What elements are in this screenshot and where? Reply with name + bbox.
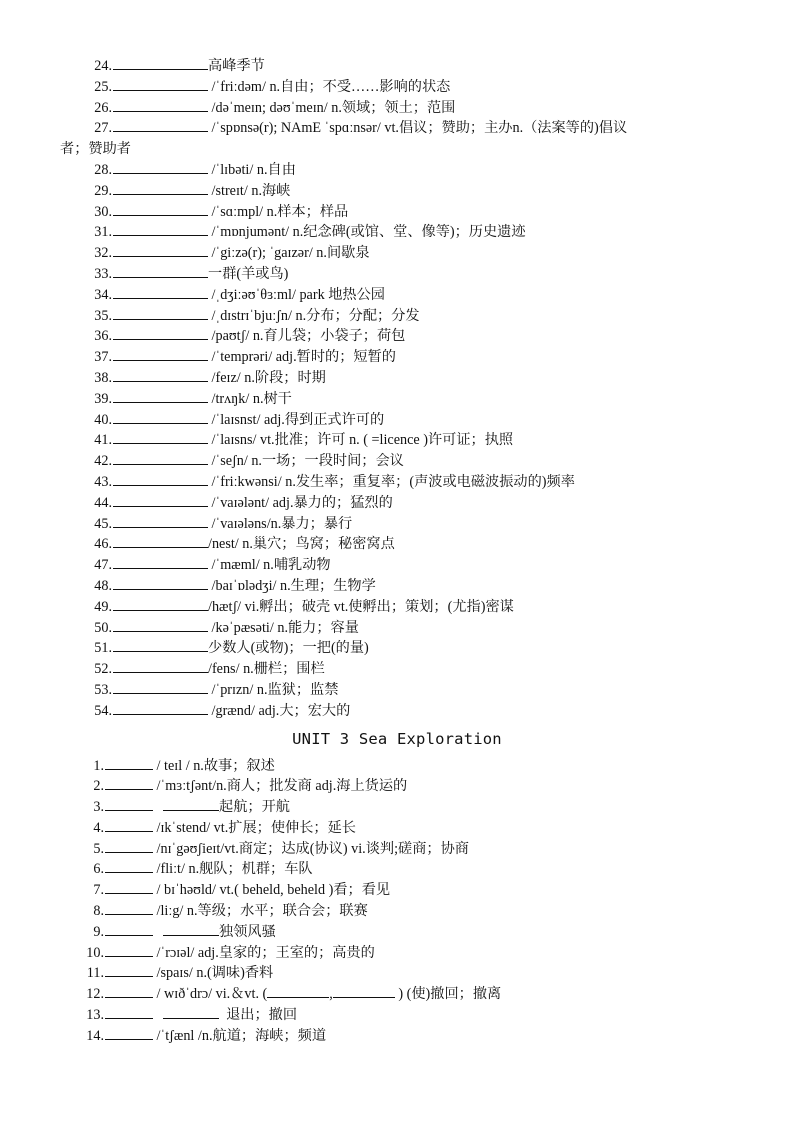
answer-blank[interactable] [113,597,208,611]
vocab-item [0,922,794,943]
item-number: 1. [93,757,104,774]
item-text: /ˈfriːdəm/ n.自由；不受……影响的状态 [208,78,451,95]
vocab-item [0,555,794,576]
item-text: /fliːt/ n.舰队；机群；车队 [153,861,313,878]
item-number: 7. [93,882,104,899]
vocab-item [0,451,794,472]
item-number: 50. [94,619,112,636]
vocab-item [0,160,794,181]
item-number: 43. [94,473,112,490]
item-number: 45. [94,515,112,532]
vocab-item [0,347,794,368]
vocab-item [0,56,794,77]
answer-blank[interactable] [113,160,208,174]
item-text: /nest/ n.巢穴；鸟窝；秘密窝点 [208,536,395,553]
vocab-item [0,576,794,597]
vocab-item [0,839,794,860]
vocab-item [0,118,794,139]
item-text: /ˈsɑːmpl/ n.样本；样品 [208,203,349,220]
item-number: 38. [94,369,112,386]
item-number: 40. [94,411,112,428]
answer-blank[interactable] [105,776,153,790]
vocab-item [0,368,794,389]
vocab-item [0,1026,794,1047]
item-text: /ˈlɪbəti/ n.自由 [208,161,296,178]
item-number: 39. [94,390,112,407]
item-text-continuation: 者；赞助者 [60,141,131,158]
item-number: 51. [94,640,112,657]
item-number: 12. [86,986,104,1003]
item-number: 14. [86,1027,104,1044]
answer-blank[interactable] [113,264,208,278]
vocab-item [0,202,794,223]
item-number: 46. [94,536,112,553]
answer-blank[interactable] [113,389,208,403]
answer-blank[interactable] [113,181,208,195]
answer-blank[interactable] [105,1026,153,1040]
item-text: /paʊtʃ/ n.育儿袋；小袋子；荷包 [208,328,406,345]
item-text: /ˈlaɪsnst/ adj.得到正式许可的 [208,411,385,428]
vocab-item [0,701,794,722]
item-text: /trʌŋk/ n.树干 [208,390,292,407]
answer-blank[interactable] [105,943,153,957]
vocab-item [0,430,794,451]
vocab-item [0,901,794,922]
item-number: 26. [94,99,112,116]
item-number: 31. [94,224,112,241]
vocab-item [0,1005,794,1026]
vocab-item [0,659,794,680]
item-number: 41. [94,432,112,449]
item-text: /liːg/ n.等级；水平；联合会；联赛 [153,903,368,920]
item-text-tail: ) (使)撤回；撤离 [394,986,502,1003]
answer-blank[interactable] [113,368,208,382]
answer-blank[interactable] [105,756,153,770]
item-number: 9. [93,923,104,940]
item-number: 53. [94,681,112,698]
vocab-item [0,756,794,777]
vocab-section-unit3 [0,756,794,1047]
answer-blank[interactable] [105,880,153,894]
answer-blank[interactable] [113,347,208,361]
item-number: 54. [94,702,112,719]
answer-blank[interactable] [113,534,208,548]
item-number: 48. [94,577,112,594]
vocab-item [0,326,794,347]
vocab-item [0,410,794,431]
answer-blank[interactable] [105,797,153,811]
item-number: 28. [94,161,112,178]
item-number: 3. [93,799,104,816]
item-number: 32. [94,245,112,262]
item-text: / wɪðˈdrɔ/ vi.＆vt. ( [153,986,268,1003]
item-number: 47. [94,557,112,574]
answer-blank[interactable] [113,118,208,132]
item-text: /nɪˈgəʊʃieɪt/vt.商定；达成(协议) vi.谈判;磋商；协商 [153,840,469,857]
item-text: /baɪˈɒlədʒi/ n.生理；生物学 [208,577,376,594]
item-text: /ˈseʃn/ n.一场；一段时间；会议 [208,453,404,470]
item-number: 6. [93,861,104,878]
item-number: 36. [94,328,112,345]
answer-blank[interactable] [113,410,208,424]
item-text: 少数人(或物)；一把(的量) [208,640,369,657]
item-number: 33. [94,265,112,282]
item-text: /spaɪs/ n.(调味)香料 [153,965,274,982]
answer-blank[interactable] [113,638,208,652]
vocab-item [0,306,794,327]
vocab-section-unit2 [0,56,794,722]
vocab-item [0,859,794,880]
item-text: /dəˈmeɪn; dəʊˈmeɪn/ n.领域；领土；范围 [208,99,456,116]
answer-blank[interactable] [113,451,208,465]
item-text: /ˌdɪstrɪˈbjuːʃn/ n.分布；分配；分发 [208,307,420,324]
item-number: 52. [94,661,112,678]
item-number: 5. [93,840,104,857]
item-text: /ˈvaɪələnt/ adj.暴力的；猛烈的 [208,494,393,511]
answer-blank[interactable] [113,701,208,715]
item-text: /feɪz/ n.阶段；时期 [208,369,326,386]
item-text: /ˈmæml/ n.哺乳动物 [208,557,331,574]
item-number: 24. [94,58,112,74]
answer-blank-second[interactable] [163,1005,219,1019]
answer-blank[interactable] [113,576,208,590]
answer-blank-second[interactable] [163,922,219,936]
vocab-item [0,181,794,202]
item-text: /fens/ n.栅栏；围栏 [208,661,325,678]
answer-blank[interactable] [113,243,208,257]
answer-blank[interactable] [105,901,153,915]
vocab-item [0,472,794,493]
item-text: /ˈmɜːtʃənt/n.商人；批发商 adj.海上货运的 [153,778,408,795]
item-number: 2. [93,778,104,795]
answer-blank[interactable] [105,984,153,998]
item-number: 35. [94,307,112,324]
vocab-item [0,597,794,618]
answer-blank-second[interactable] [163,797,219,811]
vocab-item [0,264,794,285]
vocab-item [0,963,794,984]
item-number: 42. [94,453,112,470]
item-text: /ɪkˈstend/ vt.扩展；使伸长；延长 [153,819,356,836]
item-number: 49. [94,598,112,615]
item-text: /ˈtemprəri/ adj.暂时的；短暂的 [208,349,396,366]
item-text: /streɪt/ n.海峡 [208,182,291,199]
answer-blank[interactable] [105,922,153,936]
item-text: 独领风骚 [219,923,276,940]
answer-blank[interactable] [113,555,208,569]
vocab-item [0,285,794,306]
answer-blank[interactable] [113,618,208,632]
item-text: /ˈprɪzn/ n.监狱；监禁 [208,681,339,698]
past-participle-blank[interactable] [333,984,395,998]
answer-blank[interactable] [105,859,153,873]
vocab-item-continuation [0,139,794,160]
answer-blank[interactable] [105,818,153,832]
answer-blank[interactable] [105,1005,153,1019]
answer-blank[interactable] [113,472,208,486]
vocab-item [0,776,794,797]
vocab-item [0,493,794,514]
answer-blank[interactable] [113,306,208,320]
answer-blank[interactable] [113,493,208,507]
answer-blank[interactable] [113,514,208,528]
item-number: 13. [86,1007,104,1024]
item-number: 11. [86,965,104,982]
item-separator: , [329,986,333,1003]
item-number: 29. [94,182,112,199]
item-number: 25. [94,78,112,95]
item-text: 高峰季节 [208,58,265,74]
document-page [0,56,794,1047]
vocab-item [0,797,794,818]
answer-blank[interactable] [105,963,153,977]
vocab-item [0,984,794,1005]
vocab-item [0,222,794,243]
item-number: 8. [93,903,104,920]
vocab-item [0,243,794,264]
vocab-item [0,880,794,901]
answer-blank[interactable] [113,430,208,444]
answer-blank[interactable] [113,222,208,236]
item-text: /ˈgiːzə(r); ˈgaɪzər/ n.间歇泉 [208,245,370,262]
item-text: 退出；撤回 [219,1007,298,1024]
item-number: 37. [94,349,112,366]
answer-blank[interactable] [113,680,208,694]
item-text: /ˈspɒnsə(r); NAmE ˈspɑːnsər/ vt.倡议；赞助；主办n.（法案等的)倡议 [208,120,628,137]
vocab-item [0,638,794,659]
answer-blank[interactable] [113,285,208,299]
answer-blank[interactable] [113,56,208,70]
item-number: 27. [94,120,112,137]
item-text: /ˈvaɪələns/n.暴力；暴行 [208,515,353,532]
vocab-item [0,943,794,964]
item-number: 30. [94,203,112,220]
item-text: /hætʃ/ vi.孵出；破壳 vt.使孵出；策划；(尤指)密谋 [208,598,514,615]
vocab-item [0,818,794,839]
vocab-item [0,77,794,98]
item-text: /kəˈpæsəti/ n.能力；容量 [208,619,359,636]
answer-blank[interactable] [105,839,153,853]
item-text: /ˈlaɪsns/ vt.批准；许可 n. ( =licence )许可证；执照 [208,432,514,449]
vocab-item [0,680,794,701]
item-number: 44. [94,494,112,511]
item-text: /ˈmɒnjumənt/ n.纪念碑(或馆、堂、像等)；历史遗迹 [208,224,526,241]
item-text: /ˈrɔɪəl/ adj.皇家的；王室的；高贵的 [153,944,375,961]
vocab-item [0,98,794,119]
item-number: 10. [86,944,104,961]
item-number: 4. [93,819,104,836]
item-text: / teɪl / n.故事；叙述 [153,757,275,774]
vocab-item [0,618,794,639]
past-tense-blank[interactable] [267,984,329,998]
answer-blank[interactable] [113,202,208,216]
answer-blank[interactable] [113,77,208,91]
answer-blank[interactable] [113,326,208,340]
item-text: /ˌdʒiːəʊˈθɜːml/ park 地热公园 [208,286,385,303]
unit-heading: UNIT 3 Sea Exploration [292,729,502,748]
vocab-item [0,514,794,535]
item-text: 一群(羊或鸟) [208,265,289,282]
item-text: /ˈfriːkwənsi/ n.发生率；重复率；(声波或电磁波振动的)频率 [208,473,575,490]
answer-blank[interactable] [113,98,208,112]
vocab-item [0,389,794,410]
item-text: /ˈtʃænl /n.航道；海峡；频道 [153,1027,327,1044]
item-text: /grænd/ adj.大；宏大的 [208,702,351,719]
item-text: / bɪˈhəʊld/ vt.( beheld, beheld )看；看见 [153,882,391,899]
vocab-item [0,534,794,555]
item-text: 起航；开航 [219,799,290,816]
answer-blank[interactable] [113,659,208,673]
item-number: 34. [94,286,112,303]
